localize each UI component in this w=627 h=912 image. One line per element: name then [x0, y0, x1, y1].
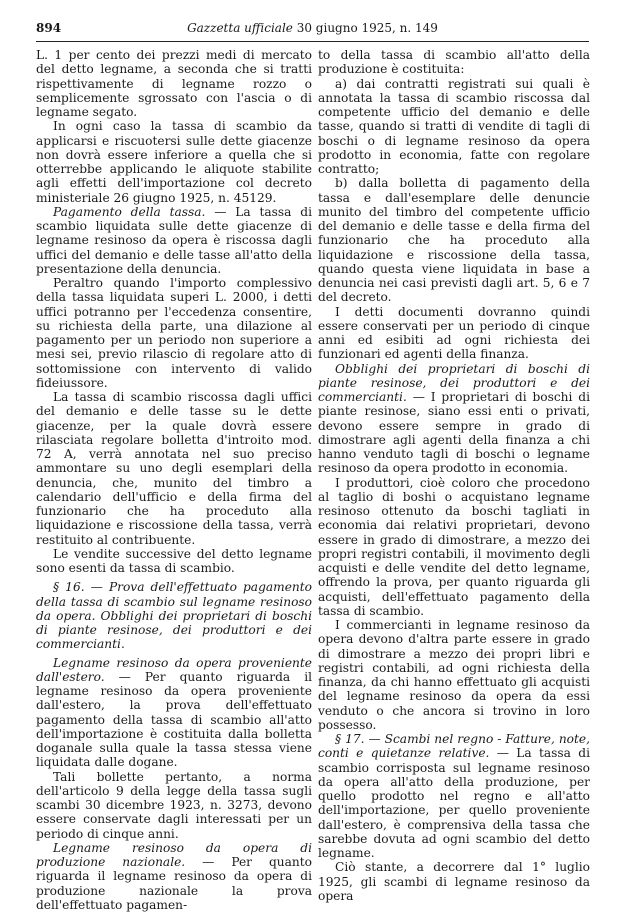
rubric-paragraph: [318, 362, 590, 476]
rubric-paragraph: [36, 205, 312, 276]
header-rule: [36, 41, 589, 42]
rubric-title: Legname resinoso da opera di produzione nazionale.: [36, 840, 312, 869]
section-title: § 16. — Prova dell'effettuato pagamento della tassa di scambio sul legname resinoso da opera. Obblighi dei proprietari di boschi di piante resinose, dei produttori e dei commercianti.: [36, 580, 312, 652]
body-paragraph: I commercianti in legname resinoso da opera devono d'altra parte essere in grado di dimostrare a mezzo dei propri libri e registri contabili, ad ogni richiesta della finanza, da chi hanno effettuato gli acquisti del legname resinoso da opera da essi venduto o che ancora si trovino in loro possesso.: [318, 618, 590, 732]
rubric-title: Pagamento della tassa.: [53, 204, 206, 219]
body-paragraph: L. 1 per cento dei prezzi medi di mercato del detto legname, a seconda che si tratti rispettivamente di legname rozzo o semplicemente sgrossato con l'ascia o di legname segato.: [36, 48, 312, 119]
rubric-title: Legname resinoso da opera proveniente dall'estero.: [36, 655, 312, 684]
body-paragraph: Tali bollette pertanto, a norma dell'articolo 9 della legge della tassa sugli scambi 30 dicembre 1923, n. 3273, devono essere conservate dagli interessati per un periodo di cinque anni.: [36, 769, 312, 841]
running-title: [36, 20, 589, 36]
page-number: 894: [36, 21, 62, 35]
rubric-text: — La tassa di scambio liquidata sulle dette giacenze di legname resinoso da opera è riscossa dagli uffici del demanio e delle tasse all'atto della presentazione della denuncia.: [36, 204, 312, 276]
body-paragraph: I produttori, cioè coloro che procedono al taglio di boshi o acquistano legname resinoso ottenuto da boschi tagliati in economia dai relativi proprietari, devono essere in grado di dimostrare, a mezzo dei propri registri contabili, il movimento degli acquisti e delle vendite del detto legname, offrendo la prova, per quanto riguarda gli acquisti, dell'effettuato pagamento della tassa di scambio.: [318, 475, 590, 618]
rubric-text: — La tassa di scambio corrisposta sul legname resinoso da opera all'atto della produzione, per quello prodotto nel regno e all'atto dell'importazione, per quello proveniente dall'estero, è comprensiva della tassa che sarebbe dovuta ad ogni scambio del detto legname.: [318, 746, 590, 860]
body-paragraph: Peraltro quando l'importo complessivo della tassa liquidata superi L. 2000, i detti uffici potranno per l'eccedenza consentire, su richiesta della parte, una dilazione al pagamento per un periodo non superiore a mesi sei, previo rilascio di regolare atto di sottomissione con intervento di valido fideiussore.: [36, 276, 312, 390]
rubric-text: — Per quanto riguarda il legname resinoso da opera di produzione nazionale la prova dell'effettuato pagamen-: [36, 855, 312, 912]
body-paragraph: La tassa di scambio riscossa dagli uffici del demanio e delle tasse su le dette giacenze, per la quale dovrà essere rilasciata regolare bolletta d'introito mod. 72 A, verrà annotata nel suo preciso ammontare su uno degli esemplari della denuncia, che, munito del timbro a calendario dell'ufficio e della firma del funzionario che ha proceduto alla liquidazione e riscossione della tassa, verrà restituito al contribuente.: [36, 390, 312, 547]
section-heading: [36, 580, 312, 651]
body-paragraph: Ciò stante, a decorrere dal 1° luglio 1925, gli scambi di legname resinoso da opera: [318, 860, 590, 903]
body-paragraph: to della tassa di scambio all'atto della produzione è costituita:: [318, 48, 590, 77]
page-header: [36, 20, 589, 36]
body-paragraph: a) dai contratti registrati sui quali è annotata la tassa di scambio riscossa dal competente ufficio del demanio e delle tasse, quando si tratti di vendite di tagli di boschi o di legname resinoso da opera prodotto in economia, fatte con regolare contratto;: [318, 76, 590, 176]
rubric-text: — Per quanto riguarda il legname resinoso da opera proveniente dall'estero, la prova dell'effettuato pagamento della tassa di scambio all'atto dell'importazione è costituita dalla bolletta doganale sulla quale la tassa stessa viene liquidata dalle dogane.: [36, 669, 312, 770]
publication-name: Gazzetta ufficiale: [187, 21, 293, 35]
body-paragraph: Le vendite successive del detto legname sono esenti da tassa di scambio.: [36, 546, 312, 575]
rubric-title: Obblighi dei proprietari di boschi di piante resinose, dei produttori e dei commercianti.: [318, 361, 590, 404]
rubric-text: — I proprietari di boschi di piante resinose, siano essi enti o privati, devono essere sempre in grado di dimostrare agli agenti della finanza a chi hanno venduto tagli di boschi o legname resinoso da opera prodotto in economia.: [318, 390, 590, 476]
body-paragraph: I detti documenti dovranno quindi essere conservati per un periodo di cinque anni ed esibiti ad ogni richiesta dei funzionari ed agenti della finanza.: [318, 304, 590, 362]
body-paragraph: b) dalla bolletta di pagamento della tassa e dall'esemplare delle denuncie munito del timbro del competente ufficio del demanio e delle tasse e della firma del funzionario che ha proceduto alla liquidazione e riscossione della tassa, quando questa viene liquidata in base a denuncia nei casi previsti dagli art. 5, 6 e 7 del decreto.: [318, 176, 590, 305]
rubric-paragraph: [36, 841, 312, 912]
rubric-title: § 17. — Scambi nel regno - Fatture, note, conti e quietanze relative.: [318, 732, 590, 761]
left-column: [36, 48, 312, 912]
rubric-paragraph: [36, 656, 312, 770]
issue-date: 30 giugno 1925, n. 149: [296, 21, 438, 35]
body-paragraph: In ogni caso la tassa di scambio da applicarsi e riscuotersi sulle dette giacenze non dovrà essere inferiore a quella che si otterrebbe applicando le aliquote stabilite agli effetti dell'importazione col decreto ministeriale 26 giugno 1925, n. 45129.: [36, 119, 312, 205]
right-column: [318, 48, 590, 903]
rubric-paragraph: [318, 732, 590, 860]
